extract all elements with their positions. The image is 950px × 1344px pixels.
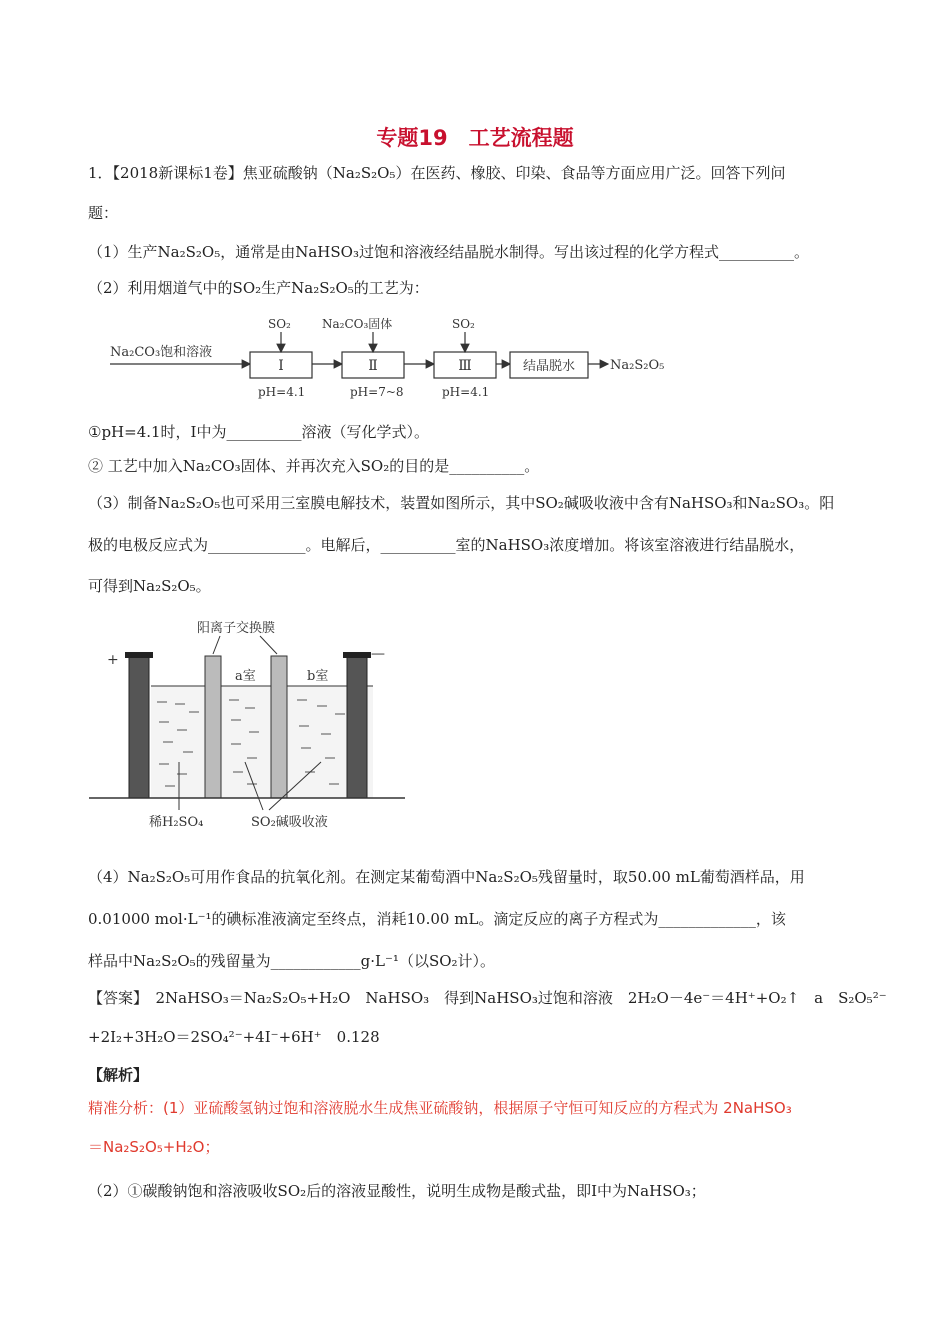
part-3-line-3: 可得到Na₂S₂O₅。	[88, 577, 211, 595]
membrane-left	[205, 656, 221, 798]
part-2a-text: ①pH=4.1时，Ⅰ中为__________溶液（写化学式）。	[88, 423, 429, 441]
cathode-electrode	[347, 656, 367, 798]
process-flow-diagram	[110, 312, 690, 402]
analysis-red-line-2: ＝Na₂S₂O₅+H₂O；	[88, 1138, 220, 1156]
answer-line-2: +2I₂+3H₂O＝2SO₄²⁻+4I⁻+6H⁺ 0.128	[88, 1028, 380, 1046]
flow-ph-3: pH=4.1	[442, 385, 490, 399]
flow-input-2-label: Na₂CO₃固体	[322, 317, 393, 331]
analysis-line-3: （2）①碳酸钠饱和溶液吸收SO₂后的溶液显酸性，说明生成物是酸式盐，即Ⅰ中为NaHSO₃；	[88, 1182, 706, 1200]
flow-box-4-label: 结晶脱水	[522, 359, 576, 374]
room-a-label: a室	[235, 669, 256, 684]
analysis-label: 【解析】	[88, 1066, 149, 1084]
part-4-line-2: 0.01000 mol·L⁻¹的碘标准液滴定至终点，消耗10.00 mL。滴定反应的离子方程式为_____________，该	[88, 910, 786, 928]
room-b-label: b室	[307, 669, 329, 684]
question-stem-line-1: 1．【2018新课标1卷】焦亚硫酸钠（Na₂S₂O₅）在医药、橡胶、印染、食品等方面应用广泛。回答下列问	[88, 164, 786, 182]
membrane-label: 阳离子交换膜	[197, 621, 276, 636]
question-stem-line-2: 题：	[88, 204, 119, 222]
flow-input-1-label: SO₂	[268, 317, 291, 331]
flow-product-label: Na₂S₂O₅	[610, 358, 665, 373]
solution	[151, 686, 373, 798]
part-4-line-1: （4）Na₂S₂O₅可用作食品的抗氧化剂。在测定某葡萄酒中Na₂S₂O₅残留量时，取50.00 mL葡萄酒样品，用	[88, 868, 805, 886]
part-3-line-1: （3）制备Na₂S₂O₅也可采用三室膜电解技术，装置如图所示，其中SO₂碱吸收液中含有NaHSO₃和Na₂SO₃。阳	[88, 494, 835, 512]
acid-label: 稀H₂SO₄	[149, 815, 204, 830]
flow-input-3-label: SO₂	[452, 317, 475, 331]
cathode-sign: —	[371, 646, 385, 662]
flow-box-3-label: Ⅲ	[458, 358, 472, 374]
part-1-text: （1）生产Na₂S₂O₅，通常是由NaHSO₃过饱和溶液经结晶脱水制得。写出该过程的化学方程式__________。	[88, 243, 809, 261]
flow-ph-1: pH=4.1	[258, 385, 306, 399]
flow-box-1-label: Ⅰ	[278, 358, 284, 374]
anode-electrode	[129, 656, 149, 798]
part-4-line-3: 样品中Na₂S₂O₅的残留量为____________g·L⁻¹（以SO₂计）。	[88, 952, 496, 970]
electrolysis-cell-diagram	[85, 612, 415, 837]
analysis-red-line-1: 精准分析：(1）亚硫酸氢钠过饱和溶液脱水生成焦亚硫酸钠，根据原子守恒可知反应的方程式为 2NaHSO₃	[88, 1099, 792, 1117]
part-2-text: （2）利用烟道气中的SO₂生产Na₂S₂O₅的工艺为：	[88, 279, 429, 297]
membrane-right	[271, 656, 287, 798]
part-2b-text: ② 工艺中加入Na₂CO₃固体、并再次充入SO₂的目的是__________。	[88, 457, 540, 475]
anode-sign: +	[107, 652, 119, 668]
absorb-label: SO₂碱吸收液	[251, 815, 328, 830]
part-3-line-2: 极的电极反应式为_____________。电解后，__________室的NaHSO₃浓度增加。将该室溶液进行结晶脱水，	[88, 536, 805, 554]
flow-start-label: Na₂CO₃饱和溶液	[110, 345, 213, 360]
answer-line-1: 【答案】 2NaHSO₃＝Na₂S₂O₅+H₂O NaHSO₃ 得到NaHSO₃过饱和溶液 2H₂O－4e⁻＝4H⁺+O₂↑ a S₂O₅²⁻	[88, 989, 887, 1007]
flow-ph-2: pH=7~8	[350, 385, 404, 399]
page-title: 专题19 工艺流程题	[376, 126, 574, 150]
flow-box-2-label: Ⅱ	[368, 358, 378, 374]
